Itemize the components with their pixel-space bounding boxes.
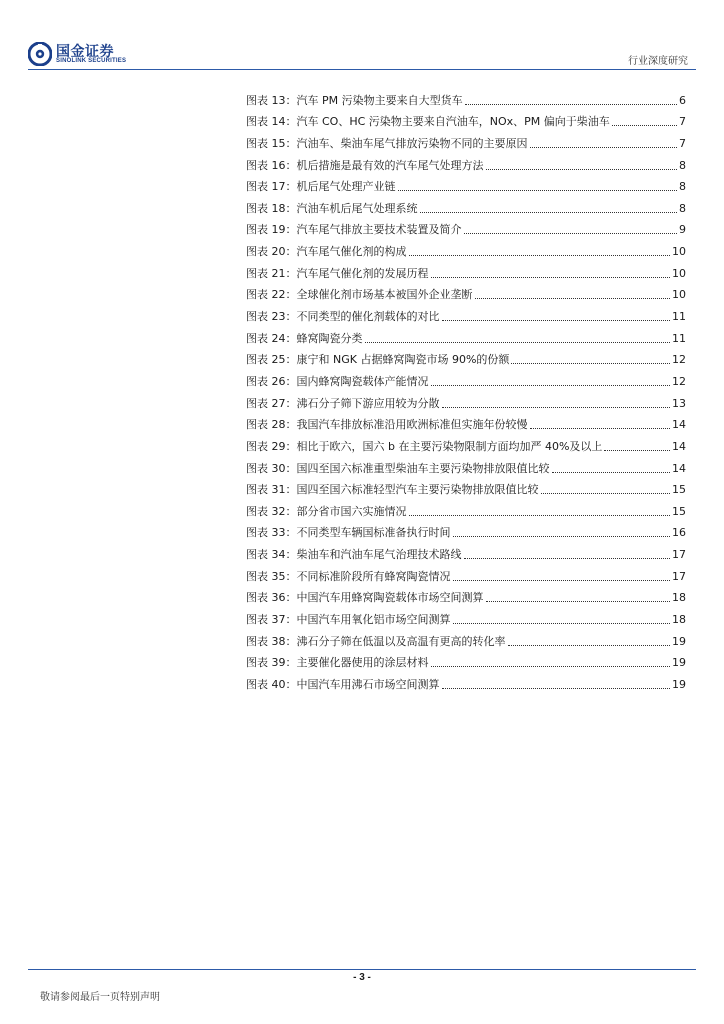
toc-entry[interactable] <box>246 627 686 649</box>
toc-entry[interactable] <box>246 454 686 476</box>
toc-entry[interactable] <box>246 216 686 238</box>
toc-entry-page: 16 <box>672 526 686 540</box>
toc-entry[interactable] <box>246 476 686 498</box>
toc-entry[interactable] <box>246 649 686 671</box>
sinolink-logo-icon <box>28 42 52 66</box>
toc-entry[interactable] <box>246 367 686 389</box>
logo-english-name: SINOLINK SECURITIES <box>56 58 127 64</box>
toc-entry-page: 15 <box>672 504 686 518</box>
toc-entry-page: 14 <box>672 418 686 432</box>
toc-entry-label: 图表 24：蜂窝陶瓷分类 <box>246 331 363 345</box>
toc-dot-leader <box>442 319 671 321</box>
toc-entry[interactable] <box>246 346 686 368</box>
page-number: - 3 - <box>353 972 371 983</box>
toc-entry[interactable] <box>246 194 686 216</box>
toc-entry-label: 图表 31：国四至国六标准轻型汽车主要污染物排放限值比较 <box>246 483 539 497</box>
toc-entry[interactable] <box>246 432 686 454</box>
toc-dot-leader <box>409 254 671 256</box>
toc-entry-page: 8 <box>679 180 686 194</box>
toc-entry-page: 7 <box>679 136 686 150</box>
toc-dot-leader <box>552 471 671 473</box>
toc-entry-page: 13 <box>672 396 686 410</box>
footer-divider <box>28 969 696 970</box>
toc-dot-leader <box>398 189 678 191</box>
header-divider <box>28 69 696 70</box>
toc-entry-page: 19 <box>672 634 686 648</box>
company-logo <box>28 40 148 68</box>
toc-entry-page: 15 <box>672 483 686 497</box>
logo-chinese-name: 国金证券 <box>56 44 114 60</box>
toc-entry-label: 图表 39：主要催化器使用的涂层材料 <box>246 656 429 670</box>
toc-entry-label: 图表 35：不同标准阶段所有蜂窝陶瓷情况 <box>246 569 451 583</box>
toc-entry[interactable] <box>246 519 686 541</box>
toc-dot-leader <box>453 535 671 537</box>
toc-entry[interactable] <box>246 281 686 303</box>
toc-entry-page: 8 <box>679 158 686 172</box>
toc-dot-leader <box>486 168 678 170</box>
toc-entry-label: 图表 33：不同类型车辆国标准备执行时间 <box>246 526 451 540</box>
toc-dot-leader <box>464 232 678 234</box>
toc-entry-page: 12 <box>672 374 686 388</box>
toc-entry-label: 图表 40：中国汽车用沸石市场空间测算 <box>246 677 440 691</box>
toc-entry-label: 图表 34：柴油车和汽油车尾气治理技术路线 <box>246 548 462 562</box>
toc-entry-label: 图表 29：相比于欧六，国六 b 在主要污染物限制方面均加严 40%及以上 <box>246 439 603 453</box>
toc-entry-label: 图表 14：汽车 CO、HC 污染物主要来自汽油车，NOx、PM 偏向于柴油车 <box>246 115 610 129</box>
footer-disclaimer: 敬请参阅最后一页特别声明 <box>40 992 160 1003</box>
toc-entry-label: 图表 13：汽车 PM 污染物主要来自大型货车 <box>246 93 463 107</box>
toc-entry-page: 19 <box>672 677 686 691</box>
toc-dot-leader <box>530 146 678 148</box>
toc-entry-page: 11 <box>672 331 686 345</box>
toc-entry-page: 10 <box>672 288 686 302</box>
toc-entry-label: 图表 26：国内蜂窝陶瓷载体产能情况 <box>246 374 429 388</box>
toc-entry-page: 14 <box>672 439 686 453</box>
toc-dot-leader <box>431 384 671 386</box>
toc-dot-leader <box>508 644 671 646</box>
toc-entry[interactable] <box>246 540 686 562</box>
toc-entry-label: 图表 30：国四至国六标准重型柴油车主要污染物排放限值比较 <box>246 461 550 475</box>
toc-entry[interactable] <box>246 86 686 108</box>
toc-entry[interactable] <box>246 151 686 173</box>
toc-entry-page: 18 <box>672 591 686 605</box>
figure-index-list <box>246 86 686 692</box>
toc-entry[interactable] <box>246 497 686 519</box>
toc-entry-label: 图表 17：机后尾气处理产业链 <box>246 180 396 194</box>
toc-entry[interactable] <box>246 173 686 195</box>
toc-entry-page: 11 <box>672 310 686 324</box>
toc-entry[interactable] <box>246 670 686 692</box>
toc-entry-page: 10 <box>672 266 686 280</box>
toc-entry-label: 图表 19：汽车尾气排放主要技术装置及简介 <box>246 223 462 237</box>
toc-dot-leader <box>442 406 671 408</box>
toc-dot-leader <box>612 124 677 126</box>
toc-dot-leader <box>475 297 671 299</box>
toc-entry-label: 图表 38：沸石分子筛在低温以及高温有更高的转化率 <box>246 634 506 648</box>
toc-entry[interactable] <box>246 108 686 130</box>
toc-entry-label: 图表 32：部分省市国六实施情况 <box>246 504 407 518</box>
toc-entry-page: 12 <box>672 353 686 367</box>
toc-entry-page: 19 <box>672 656 686 670</box>
toc-entry-page: 8 <box>679 201 686 215</box>
page-header <box>28 40 696 70</box>
toc-entry-page: 9 <box>679 223 686 237</box>
toc-entry-page: 14 <box>672 461 686 475</box>
toc-entry-label: 图表 27：沸石分子筛下游应用较为分散 <box>246 396 440 410</box>
toc-entry[interactable] <box>246 389 686 411</box>
toc-entry-page: 17 <box>672 569 686 583</box>
toc-entry[interactable] <box>246 605 686 627</box>
toc-entry-label: 图表 18：汽油车机后尾气处理系统 <box>246 201 418 215</box>
toc-dot-leader <box>409 514 671 516</box>
toc-entry[interactable] <box>246 411 686 433</box>
toc-entry[interactable] <box>246 562 686 584</box>
toc-entry-label: 图表 28：我国汽车排放标准沿用欧洲标准但实施年份较慢 <box>246 418 528 432</box>
toc-dot-leader <box>541 492 671 494</box>
toc-entry[interactable] <box>246 584 686 606</box>
toc-entry-page: 7 <box>679 115 686 129</box>
toc-entry-label: 图表 22：全球催化剂市场基本被国外企业垄断 <box>246 288 473 302</box>
toc-dot-leader <box>420 211 678 213</box>
toc-entry-label: 图表 25：康宁和 NGK 占据蜂窝陶瓷市场 90%的份额 <box>246 353 510 367</box>
toc-entry-label: 图表 36：中国汽车用蜂窝陶瓷载体市场空间测算 <box>246 591 484 605</box>
toc-dot-leader <box>604 449 670 451</box>
toc-entry[interactable] <box>246 302 686 324</box>
toc-dot-leader <box>465 103 677 105</box>
toc-dot-leader <box>511 362 670 364</box>
toc-entry[interactable] <box>246 237 686 259</box>
toc-entry-label: 图表 21：汽车尾气催化剂的发展历程 <box>246 266 429 280</box>
toc-dot-leader <box>464 557 671 559</box>
document-type-label: 行业深度研究 <box>628 56 688 67</box>
toc-entry-page: 6 <box>679 93 686 107</box>
toc-entry-label: 图表 37：中国汽车用氧化铝市场空间测算 <box>246 613 451 627</box>
toc-entry[interactable] <box>246 324 686 346</box>
toc-dot-leader <box>453 622 671 624</box>
toc-dot-leader <box>442 687 671 689</box>
toc-dot-leader <box>486 600 671 602</box>
toc-entry[interactable] <box>246 259 686 281</box>
toc-entry-page: 17 <box>672 548 686 562</box>
toc-dot-leader <box>453 579 671 581</box>
toc-entry-label: 图表 15：汽油车、柴油车尾气排放污染物不同的主要原因 <box>246 136 528 150</box>
toc-entry[interactable] <box>246 129 686 151</box>
toc-dot-leader <box>530 427 671 429</box>
toc-dot-leader <box>365 341 671 343</box>
toc-dot-leader <box>431 665 671 667</box>
toc-entry-page: 10 <box>672 245 686 259</box>
toc-dot-leader <box>431 276 671 278</box>
toc-entry-label: 图表 16：机后措施是最有效的汽车尾气处理方法 <box>246 158 484 172</box>
toc-entry-label: 图表 20：汽车尾气催化剂的构成 <box>246 245 407 259</box>
toc-entry-label: 图表 23：不同类型的催化剂载体的对比 <box>246 310 440 324</box>
toc-entry-page: 18 <box>672 613 686 627</box>
